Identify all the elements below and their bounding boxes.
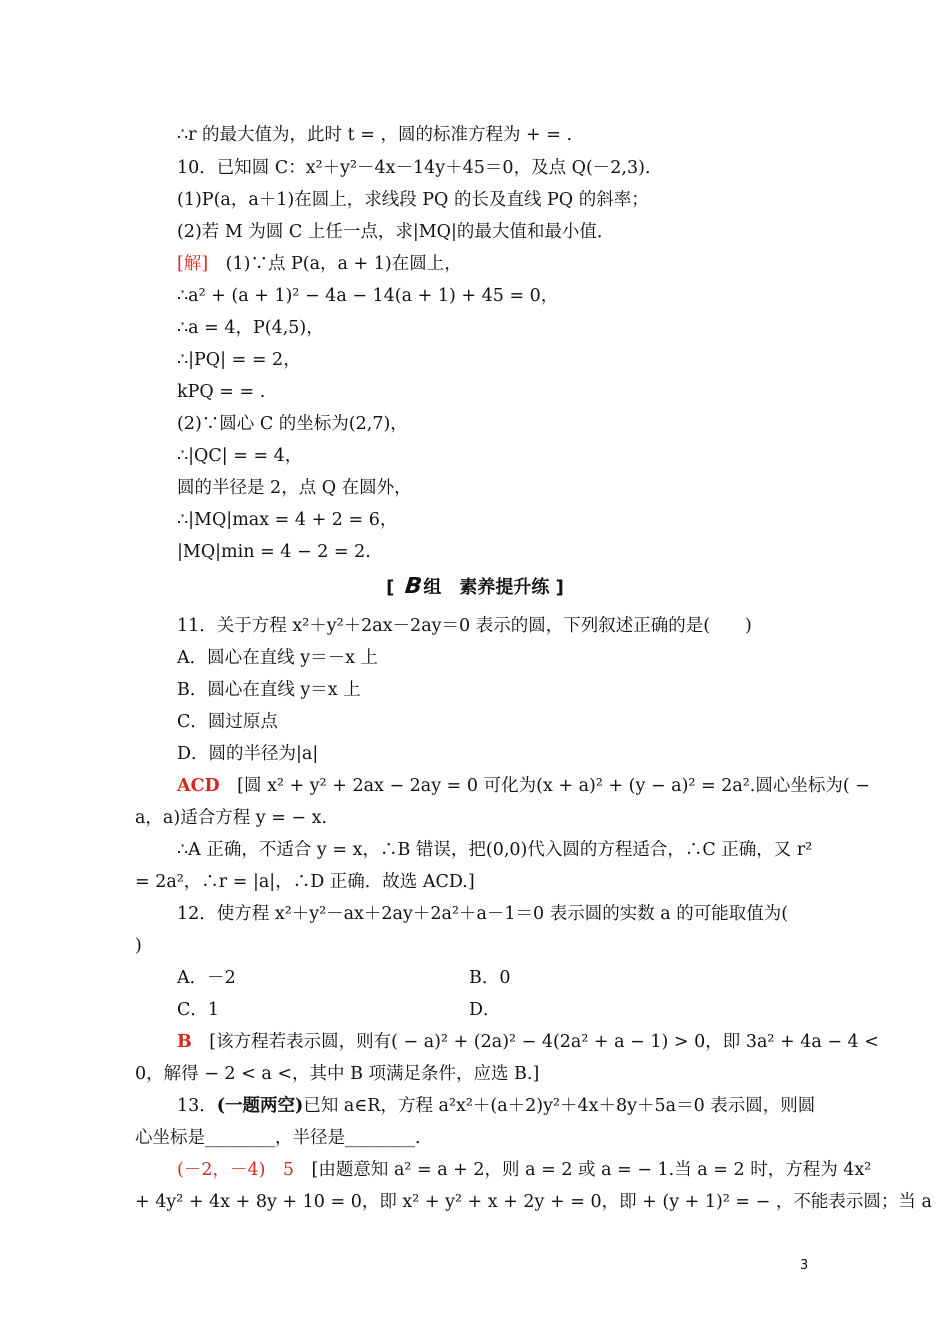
option-b: B．0 [469, 968, 511, 988]
solution-13-text: [由题意知 a² = a + 2，则 a = 2 或 a = − 1.当 a = 2 时，方程为 4x² [294, 1160, 872, 1180]
text-line: |MQ|min = 4 − 2 = 2. [177, 542, 371, 562]
text-line: A．圆心在直线 y＝－x 上 [177, 648, 379, 668]
text-line: (2)若 M 为圆 C 上任一点，求|MQ|的最大值和最小值． [177, 222, 615, 242]
text-line: 心坐标是________，半径是________． [135, 1128, 433, 1148]
banner-open: [ [386, 577, 395, 598]
q13-text: 已知 a∈R，方程 a²x²＋(a＋2)y²＋4x＋8y＋5a＝0 表示圆，则圆 [303, 1096, 816, 1116]
text-line: ∴a² + (a + 1)² − 4a − 14(a + 1) + 45 = 0， [177, 286, 559, 306]
solution-13-start [177, 1157, 950, 1183]
banner-close: ] [555, 577, 564, 598]
answer-13: (－2，－4) 5 [177, 1160, 295, 1180]
option-c: C．1 [177, 1000, 220, 1020]
text-line: C．圆过原点 [177, 712, 278, 732]
solution-text: (1)∵点 P(a，a + 1)在圆上， [208, 254, 462, 274]
text-line: 11．关于方程 x²＋y²＋2ax－2ay＝0 表示的圆，下列叙述正确的是( ) [177, 616, 752, 636]
answer-12: B [177, 1032, 192, 1052]
text-line: kPQ = = . [177, 382, 266, 402]
text-line: 12．使方程 x²＋y²－ax＋2ay＋2a²＋a－1＝0 表示圆的实数 a 的可能取值为( [177, 904, 789, 924]
text-line: ∴r 的最大值为，此时 t = ，圆的标准方程为 + = . [177, 125, 573, 145]
text-line: = 2a²，∴r = |a|，∴D 正确．故选 ACD.] [135, 872, 475, 892]
option-d: D． [469, 1000, 501, 1020]
solution-11-text: [圆 x² + y² + 2ax − 2ay = 0 可化为(x + a)² + (y − a)² = 2a².圆心坐标为( − [219, 776, 870, 796]
text-line: ∴|MQ|max = 4 + 2 = 6， [177, 510, 398, 530]
question-13 [177, 1093, 950, 1119]
text-line: ) [135, 936, 142, 956]
answer-11: ACD [177, 776, 220, 796]
page-number: 3 [800, 1258, 809, 1273]
q13-number: 13． [177, 1096, 217, 1116]
text-line: (2)∵圆心 C 的坐标为(2,7)， [177, 414, 408, 434]
solution-12-start [177, 1029, 950, 1055]
text-line: D．圆的半径为|a| [177, 744, 319, 764]
solution-11-start [177, 773, 950, 799]
solution-tag: [解] [177, 254, 209, 274]
text-line: + 4y² + 4x + 8y + 10 = 0，即 x² + y² + x + 2y + = 0，即 + (y + 1)² = − ，不能表示圆；当 a [135, 1192, 932, 1212]
solution-12-text: [该方程若表示圆，则有( − a)² + (2a)² − 4(2a² + a − 1) > 0，即 3a² + 4a − 4 < [191, 1032, 879, 1052]
text-line: ∴|QC| = = 4， [177, 446, 303, 466]
solution-10-start [177, 251, 950, 277]
q13-tag: (一题两空) [216, 1096, 304, 1116]
text-line: ∴|PQ| = = 2， [177, 350, 301, 370]
text-line: 0，解得 − 2 < a <，其中 B 项满足条件，应选 B.] [135, 1064, 540, 1084]
banner-letter: B [403, 574, 423, 599]
text-line: (1)P(a，a＋1)在圆上，求线段 PQ 的长及直线 PQ 的斜率； [177, 190, 649, 210]
text-line: 圆的半径是 2，点 Q 在圆外， [177, 478, 412, 498]
text-line: a，a)适合方程 y = − x. [135, 808, 328, 828]
text-line: 10．已知圆 C：x²＋y²－4x－14y＋45＝0，及点 Q(－2,3)． [177, 158, 663, 178]
option-a: A．－2 [177, 968, 236, 988]
text-line: ∴A 正确，不适合 y = x，∴B 错误，把(0,0)代入圆的方程适合，∴C 正确，又 r² [177, 840, 813, 860]
text-line: ∴a = 4，P(4,5)， [177, 318, 324, 338]
banner-title: 组 素养提升练 [423, 577, 550, 598]
text-line: B．圆心在直线 y＝x 上 [177, 680, 361, 700]
section-banner [0, 573, 950, 599]
